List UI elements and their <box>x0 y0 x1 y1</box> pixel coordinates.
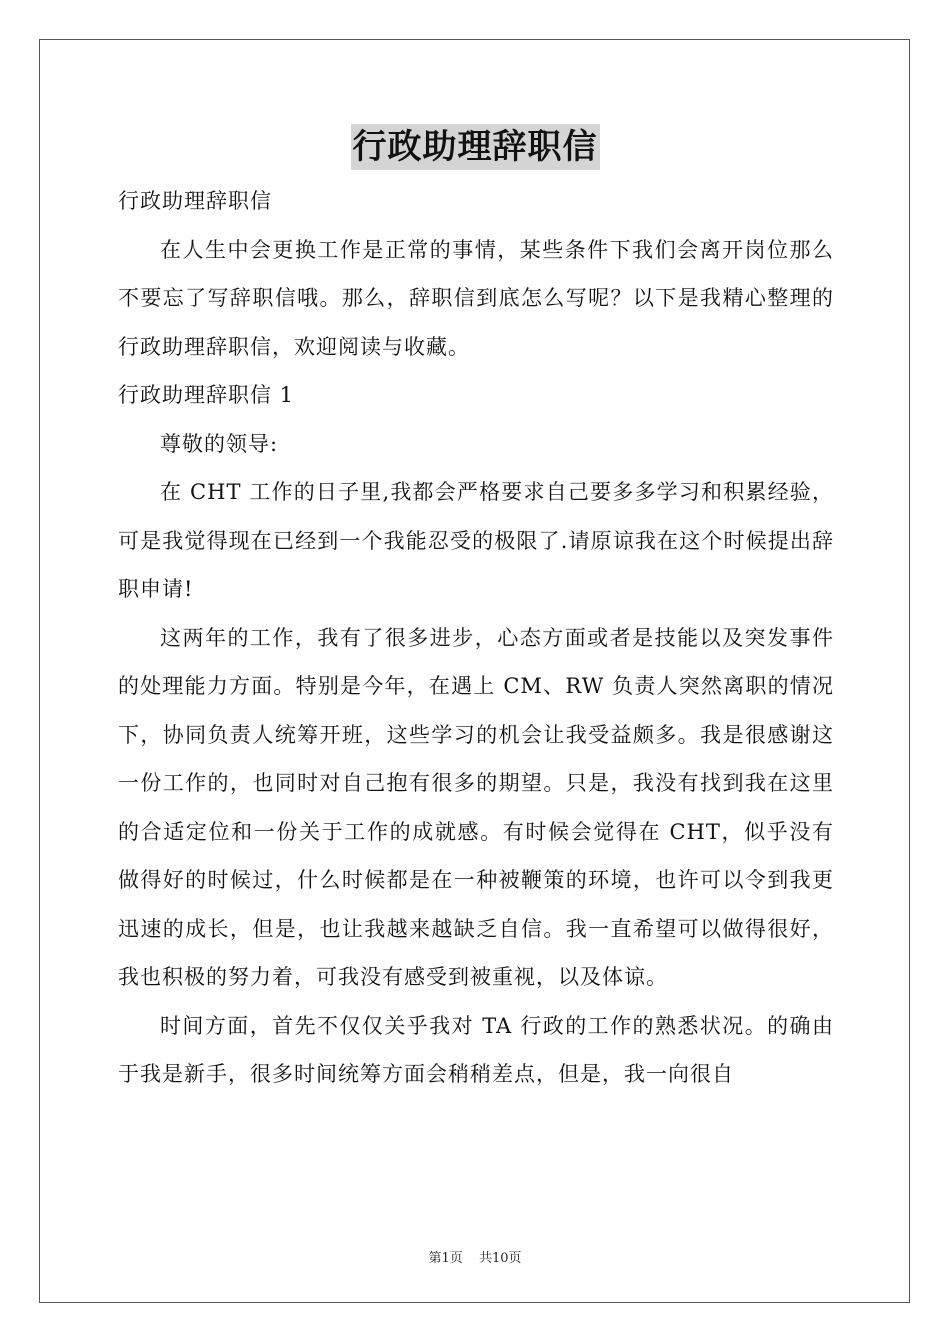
page-number: 第1页 <box>428 1251 463 1266</box>
intro-paragraph: 在人生中会更换工作是正常的事情，某些条件下我们会离开岗位那么不要忘了写辞职信哦。那么，辞职信到底怎么写呢？以下是我精心整理的行政助理辞职信，欢迎阅读与收藏。 <box>118 237 834 359</box>
page-footer <box>0 1247 950 1266</box>
section-heading: 行政助理辞职信 1 <box>118 383 295 407</box>
salutation: 尊敬的领导: <box>160 431 279 456</box>
body-paragraph-2: 这两年的工作，我有了很多进步，心态方面或者是技能以及突发事件的处理能力方面。特别是今年，在遇上 CM、RW 负责人突然离职的情况下，协同负责人统筹开班，这些学习的机会让我受益颇多。我是很感谢这一份工作的，也同时对自己抱有很多的期望。只是，我没有找到我在这里的合适定位和一份关于工作的成就感。有时候会觉得在 CHT，似乎没有做得好的时候过，什么时候都是在一种被鞭策的环境，也许可以令到我更迅速的成长，但是，也让我越来越缺乏自信。我一直希望可以做得很好，我也积极的努力着，可我没有感受到被重视，以及体谅。 <box>118 625 834 989</box>
body-paragraph-1: 在 CHT 工作的日子里,我都会严格要求自己要多多学习和积累经验，可是我觉得现在已经到一个我能忍受的极限了.请原谅我在这个时候提出辞职申请! <box>118 480 834 601</box>
subtitle-line: 行政助理辞职信 <box>118 189 272 213</box>
document-title-text: 行政助理辞职信 <box>351 124 600 170</box>
document-body <box>118 177 834 1099</box>
document-title <box>0 124 950 170</box>
body-paragraph-3: 时间方面，首先不仅仅关乎我对 TA 行政的工作的熟悉状况。的确由于我是新手，很多时间统筹方面会稍稍差点，但是，我一向很自 <box>118 1013 834 1086</box>
page-total: 共10页 <box>478 1251 522 1266</box>
